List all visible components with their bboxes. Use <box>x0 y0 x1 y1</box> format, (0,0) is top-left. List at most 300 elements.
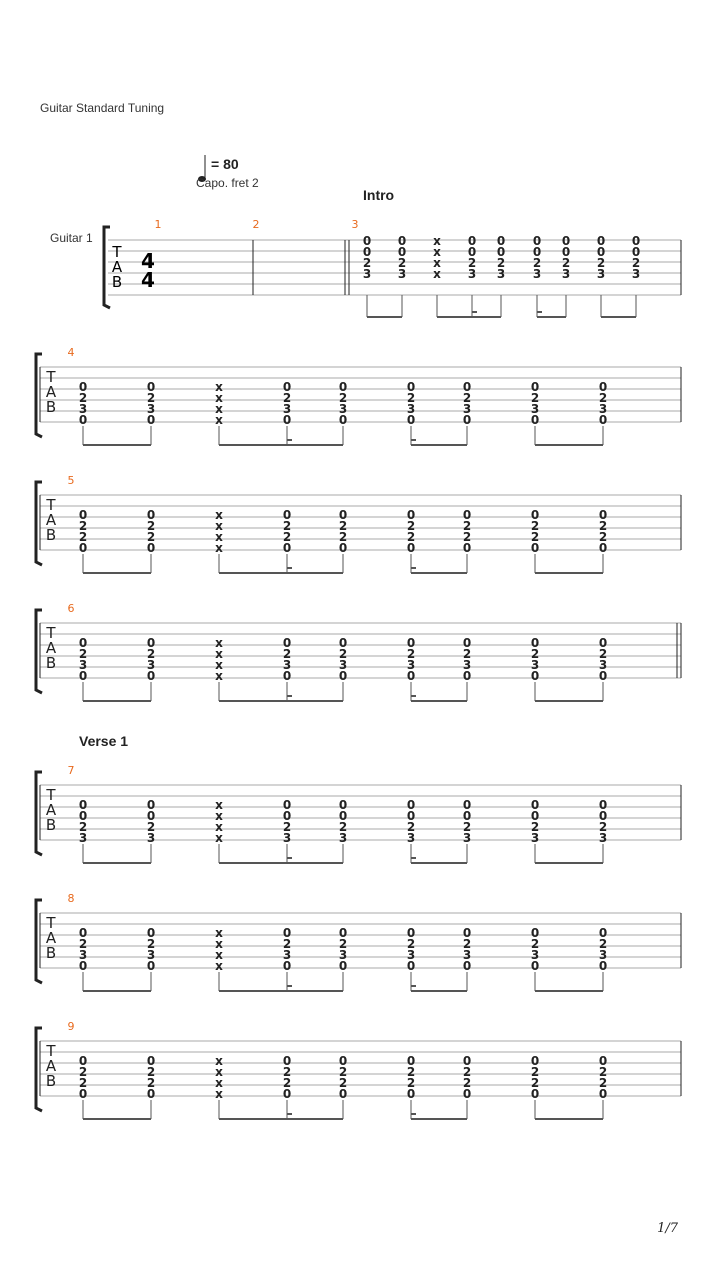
beam-stub <box>287 985 292 987</box>
fret-number: 0 <box>561 245 571 259</box>
fret-number: 2 <box>467 256 477 270</box>
fret-number: 3 <box>530 831 540 845</box>
tab-system-7 <box>0 760 720 880</box>
fret-number: 3 <box>282 402 292 416</box>
fret-number: 3 <box>78 402 88 416</box>
fret-number: 0 <box>530 413 540 427</box>
system-bracket <box>36 772 42 855</box>
fret-number: 3 <box>631 267 641 281</box>
tab-system-4 <box>0 342 720 462</box>
beam-stub <box>287 439 292 441</box>
fret-number: x <box>215 820 223 834</box>
fret-number: 3 <box>532 267 542 281</box>
fret-number: 2 <box>406 530 416 544</box>
fret-number: 3 <box>598 658 608 672</box>
fret-number: 0 <box>282 413 292 427</box>
fret-number: 2 <box>406 1065 416 1079</box>
fret-number: 0 <box>530 636 540 650</box>
fret-number: 0 <box>598 380 608 394</box>
fret-number: 2 <box>496 256 506 270</box>
fret-number: 3 <box>146 402 156 416</box>
fret-number: 2 <box>406 391 416 405</box>
page-number: 1/7 <box>657 1221 678 1236</box>
beam <box>411 444 467 446</box>
fret-number: 0 <box>78 669 88 683</box>
fret-number: 3 <box>462 402 472 416</box>
fret-number: 2 <box>598 519 608 533</box>
fret-number: 0 <box>282 1087 292 1101</box>
fret-number: 2 <box>406 1076 416 1090</box>
fret-number: 3 <box>462 948 472 962</box>
tab-staff-6 <box>0 598 720 718</box>
fret-number: 2 <box>598 820 608 834</box>
fret-number: 0 <box>598 508 608 522</box>
fret-number: 0 <box>338 809 348 823</box>
fret-number: 0 <box>78 1054 88 1068</box>
fret-number: 0 <box>598 926 608 940</box>
tab-letter: A <box>45 511 57 529</box>
fret-number: 0 <box>596 245 606 259</box>
fret-number: 2 <box>78 530 88 544</box>
fret-number: 2 <box>146 937 156 951</box>
fret-number: x <box>215 530 223 544</box>
fret-number: 0 <box>598 798 608 812</box>
beam-stub <box>411 567 416 569</box>
beam <box>535 700 603 702</box>
fret-number: 0 <box>631 245 641 259</box>
system-bracket <box>36 610 42 693</box>
fret-number: 2 <box>596 256 606 270</box>
fret-number: 3 <box>362 267 372 281</box>
tuning-label: Guitar Standard Tuning <box>40 101 165 115</box>
fret-number: 3 <box>406 658 416 672</box>
beam-stub <box>411 985 416 987</box>
fret-number: 3 <box>338 948 348 962</box>
tab-letter: B <box>45 654 57 672</box>
fret-number: 2 <box>406 937 416 951</box>
tab-letter: T <box>46 624 56 642</box>
fret-number: 3 <box>406 831 416 845</box>
beam <box>219 700 343 702</box>
fret-number: x <box>433 267 441 281</box>
fret-number: 2 <box>146 391 156 405</box>
fret-number: 0 <box>532 245 542 259</box>
fret-number: x <box>215 937 223 951</box>
fret-number: 0 <box>362 234 372 248</box>
fret-number: 2 <box>282 647 292 661</box>
fret-number: 2 <box>530 391 540 405</box>
fret-number: 3 <box>462 831 472 845</box>
beam <box>83 862 151 864</box>
fret-number: 0 <box>78 413 88 427</box>
tab-staff-9 <box>0 1016 720 1136</box>
tab-letter: T <box>46 368 56 386</box>
fret-number: 2 <box>530 519 540 533</box>
fret-number: 0 <box>78 508 88 522</box>
tab-system-6 <box>0 598 720 718</box>
fret-number: x <box>215 647 223 661</box>
tab-staff-8 <box>0 888 720 1008</box>
section-intro: Intro <box>363 187 395 203</box>
tab-system-1 <box>0 210 720 320</box>
fret-number: x <box>433 256 441 270</box>
fret-number: 2 <box>338 820 348 834</box>
fret-number: 3 <box>282 658 292 672</box>
fret-number: 2 <box>282 391 292 405</box>
fret-number: x <box>215 391 223 405</box>
measure-number: 2 <box>252 218 260 231</box>
fret-number: 2 <box>282 530 292 544</box>
fret-number: 2 <box>462 937 472 951</box>
fret-number: 0 <box>282 669 292 683</box>
fret-number: 0 <box>146 1054 156 1068</box>
fret-number: 0 <box>282 636 292 650</box>
fret-number: 2 <box>78 519 88 533</box>
fret-number: 3 <box>146 831 156 845</box>
fret-number: 2 <box>532 256 542 270</box>
fret-number: 0 <box>496 234 506 248</box>
beam-stub <box>411 1113 416 1115</box>
fret-number: 0 <box>338 413 348 427</box>
fret-number: 2 <box>530 820 540 834</box>
fret-number: 0 <box>406 636 416 650</box>
fret-number: x <box>215 926 223 940</box>
fret-number: 0 <box>598 809 608 823</box>
fret-number: 0 <box>282 541 292 555</box>
beam <box>219 862 343 864</box>
fret-number: 0 <box>282 508 292 522</box>
fret-number: 2 <box>282 1065 292 1079</box>
fret-number: 0 <box>282 926 292 940</box>
beam <box>219 444 343 446</box>
fret-number: 3 <box>496 267 506 281</box>
fret-number: 2 <box>462 820 472 834</box>
fret-number: 0 <box>406 541 416 555</box>
fret-number: 0 <box>397 245 407 259</box>
fret-number: 3 <box>598 831 608 845</box>
system-bracket <box>36 354 42 437</box>
fret-number: 2 <box>338 937 348 951</box>
time-sig-bottom: 4 <box>141 268 155 292</box>
fret-number: 2 <box>406 647 416 661</box>
fret-number: x <box>433 234 441 248</box>
fret-number: x <box>215 948 223 962</box>
fret-number: 0 <box>462 1087 472 1101</box>
system-bracket <box>36 900 42 983</box>
fret-number: 0 <box>406 959 416 973</box>
beam <box>535 1118 603 1120</box>
fret-number: 2 <box>530 1065 540 1079</box>
fret-number: 0 <box>467 245 477 259</box>
fret-number: 0 <box>338 541 348 555</box>
fret-number: 2 <box>338 519 348 533</box>
fret-number: 2 <box>598 1065 608 1079</box>
section-verse-1: Verse 1 <box>79 733 129 749</box>
system-bracket <box>36 1028 42 1111</box>
fret-number: 2 <box>631 256 641 270</box>
fret-number: 0 <box>530 380 540 394</box>
tab-staff-4 <box>0 342 720 462</box>
fret-number: 2 <box>338 647 348 661</box>
fret-number: 0 <box>282 809 292 823</box>
fret-number: 0 <box>530 1087 540 1101</box>
fret-number: 0 <box>530 798 540 812</box>
fret-number: 3 <box>462 658 472 672</box>
beam-stub <box>411 695 416 697</box>
fret-number: x <box>215 798 223 812</box>
fret-number: 2 <box>78 647 88 661</box>
tab-letter: B <box>45 398 57 416</box>
fret-number: 0 <box>78 380 88 394</box>
fret-number: 0 <box>338 798 348 812</box>
tempo-value: = 80 <box>211 156 239 172</box>
time-sig-top: 4 <box>141 249 155 273</box>
fret-number: 2 <box>78 820 88 834</box>
track-name: Guitar 1 <box>50 231 93 245</box>
fret-number: 3 <box>338 831 348 845</box>
fret-number: 3 <box>406 402 416 416</box>
beam <box>219 572 343 574</box>
fret-number: x <box>215 402 223 416</box>
beam <box>219 990 343 992</box>
fret-number: 0 <box>78 809 88 823</box>
fret-number: 0 <box>598 541 608 555</box>
fret-number: 2 <box>598 647 608 661</box>
beam <box>83 700 151 702</box>
fret-number: 0 <box>146 413 156 427</box>
fret-number: 0 <box>530 926 540 940</box>
beam <box>411 862 467 864</box>
fret-number: 2 <box>146 1065 156 1079</box>
fret-number: 0 <box>598 636 608 650</box>
fret-number: 0 <box>406 926 416 940</box>
measure-number: 1 <box>154 218 162 231</box>
fret-number: 0 <box>462 636 472 650</box>
fret-number: 2 <box>598 1076 608 1090</box>
fret-number: 0 <box>397 234 407 248</box>
fret-number: 2 <box>530 1076 540 1090</box>
fret-number: 0 <box>338 926 348 940</box>
fret-number: 0 <box>146 380 156 394</box>
tab-letter: A <box>45 1057 57 1075</box>
fret-number: x <box>433 245 441 259</box>
fret-number: 0 <box>462 508 472 522</box>
fret-number: 3 <box>146 948 156 962</box>
fret-number: 2 <box>462 647 472 661</box>
fret-number: x <box>215 658 223 672</box>
fret-number: 3 <box>596 267 606 281</box>
fret-number: 2 <box>282 519 292 533</box>
fret-number: 3 <box>561 267 571 281</box>
tab-staff-1 <box>0 210 720 320</box>
staff-lines <box>108 240 681 295</box>
tab-letter: A <box>111 258 123 276</box>
fret-number: 0 <box>78 798 88 812</box>
fret-number: 2 <box>282 937 292 951</box>
fret-number: 0 <box>146 1087 156 1101</box>
fret-number: 2 <box>598 937 608 951</box>
fret-number: 2 <box>146 530 156 544</box>
beam <box>535 572 603 574</box>
fret-number: 3 <box>282 831 292 845</box>
fret-number: 2 <box>78 1065 88 1079</box>
measure-number: 7 <box>67 764 75 777</box>
fret-number: 0 <box>598 959 608 973</box>
fret-number: 0 <box>462 959 472 973</box>
fret-number: 2 <box>78 1076 88 1090</box>
fret-number: 0 <box>146 669 156 683</box>
tab-letter: T <box>46 914 56 932</box>
fret-number: 0 <box>146 809 156 823</box>
tab-letter: A <box>45 383 57 401</box>
fret-number: 0 <box>362 245 372 259</box>
fret-number: 0 <box>467 234 477 248</box>
beam <box>411 700 467 702</box>
tab-letter: T <box>46 1042 56 1060</box>
fret-number: 0 <box>146 798 156 812</box>
fret-number: 3 <box>397 267 407 281</box>
fret-number: 0 <box>406 669 416 683</box>
fret-number: 3 <box>406 948 416 962</box>
fret-number: 3 <box>530 658 540 672</box>
fret-number: 2 <box>78 937 88 951</box>
tab-letter: B <box>45 1072 57 1090</box>
fret-number: 0 <box>530 541 540 555</box>
beam <box>535 444 603 446</box>
tab-letter: A <box>45 801 57 819</box>
fret-number: 0 <box>496 245 506 259</box>
fret-number: 0 <box>338 1087 348 1101</box>
beam <box>83 1118 151 1120</box>
fret-number: x <box>215 809 223 823</box>
measure-3-notes <box>363 234 640 317</box>
fret-number: 3 <box>78 948 88 962</box>
fret-number: 0 <box>78 926 88 940</box>
fret-number: 2 <box>146 647 156 661</box>
fret-number: 0 <box>282 380 292 394</box>
fret-number: 3 <box>530 948 540 962</box>
fret-number: 2 <box>561 256 571 270</box>
fret-number: 0 <box>462 669 472 683</box>
measure-number: 9 <box>67 1020 75 1033</box>
fret-number: 0 <box>462 1054 472 1068</box>
fret-number: 0 <box>338 669 348 683</box>
fret-number: 0 <box>338 380 348 394</box>
beam-stub <box>411 857 416 859</box>
fret-number: 0 <box>406 508 416 522</box>
fret-number: 0 <box>631 234 641 248</box>
fret-number: 0 <box>598 413 608 427</box>
fret-number: 2 <box>146 820 156 834</box>
fret-number: 2 <box>406 519 416 533</box>
fret-number: 0 <box>78 959 88 973</box>
beam <box>535 862 603 864</box>
fret-number: 3 <box>282 948 292 962</box>
fret-number: 0 <box>561 234 571 248</box>
tab-system-5 <box>0 470 720 590</box>
fret-number: 0 <box>78 541 88 555</box>
fret-number: 3 <box>530 402 540 416</box>
beam-stub <box>411 439 416 441</box>
tab-letter: A <box>45 639 57 657</box>
fret-number: 0 <box>462 798 472 812</box>
measure-number: 3 <box>351 218 359 231</box>
fret-number: 3 <box>338 402 348 416</box>
fret-number: x <box>215 508 223 522</box>
fret-number: 0 <box>338 636 348 650</box>
fret-number: 0 <box>462 541 472 555</box>
system-bracket <box>104 227 110 308</box>
fret-number: 0 <box>282 798 292 812</box>
fret-number: 3 <box>467 267 477 281</box>
fret-number: 2 <box>598 391 608 405</box>
fret-number: 0 <box>338 508 348 522</box>
fret-number: 0 <box>598 1087 608 1101</box>
system-bracket <box>36 482 42 565</box>
tab-letter: B <box>45 944 57 962</box>
fret-number: 0 <box>338 959 348 973</box>
fret-number: 0 <box>282 1054 292 1068</box>
beam <box>83 572 151 574</box>
fret-number: 3 <box>146 658 156 672</box>
fret-number: 0 <box>462 380 472 394</box>
fret-number: 2 <box>530 647 540 661</box>
beam <box>411 990 467 992</box>
fret-number: 2 <box>462 519 472 533</box>
tab-system-9 <box>0 1016 720 1136</box>
fret-number: 0 <box>146 636 156 650</box>
fret-number: 0 <box>406 413 416 427</box>
fret-number: x <box>215 380 223 394</box>
fret-number: 0 <box>596 234 606 248</box>
beam-stub <box>287 1113 292 1115</box>
fret-number: 0 <box>406 380 416 394</box>
fret-number: 0 <box>406 1087 416 1101</box>
fret-number: x <box>215 636 223 650</box>
beam <box>219 1118 343 1120</box>
beam-stub <box>287 857 292 859</box>
fret-number: x <box>215 831 223 845</box>
fret-number: 0 <box>338 1054 348 1068</box>
measure-number: 6 <box>67 602 75 615</box>
fret-number: 0 <box>598 1054 608 1068</box>
fret-number: 0 <box>530 809 540 823</box>
fret-number: 0 <box>78 1087 88 1101</box>
fret-number: 2 <box>397 256 407 270</box>
fret-number: 3 <box>338 658 348 672</box>
fret-number: 2 <box>406 820 416 834</box>
tab-letter: T <box>112 243 122 261</box>
fret-number: x <box>215 413 223 427</box>
measure-number: 8 <box>67 892 75 905</box>
fret-number: 2 <box>282 1076 292 1090</box>
fret-number: 3 <box>78 658 88 672</box>
fret-number: 0 <box>146 926 156 940</box>
beam <box>411 1118 467 1120</box>
fret-number: 0 <box>146 959 156 973</box>
fret-number: x <box>215 959 223 973</box>
capo-label: Capo. fret 2 <box>196 176 259 190</box>
fret-number: 2 <box>146 1076 156 1090</box>
fret-number: 0 <box>406 798 416 812</box>
measure-number: 5 <box>67 474 75 487</box>
tab-letter: B <box>45 816 57 834</box>
fret-number: 0 <box>530 508 540 522</box>
beam <box>535 990 603 992</box>
tab-letter: T <box>46 786 56 804</box>
fret-number: x <box>215 669 223 683</box>
fret-number: 0 <box>146 508 156 522</box>
